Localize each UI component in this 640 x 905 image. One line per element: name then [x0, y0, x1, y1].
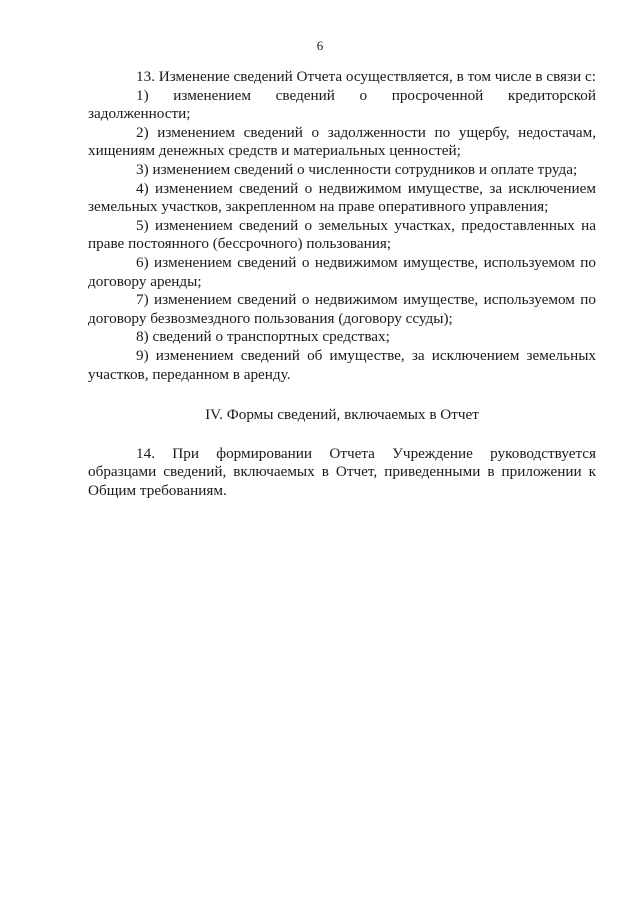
list-item-5: 5) изменением сведений о земельных участках, предоставленных на праве постоянного (бессрочного) пользования; [88, 216, 596, 253]
paragraph-13-intro: 13. Изменение сведений Отчета осуществляется, в том числе в связи с: [136, 68, 596, 85]
page-number: 6 [316, 38, 324, 53]
paragraph-14: 14. При формировании Отчета Учреждение руководствуется образцами сведений, включаемых в Отчет, приведенными в приложении к Общим требованиям. [88, 444, 596, 499]
list-item-1: 1) изменением сведений о просроченной кредиторской задолженности; [88, 86, 596, 123]
document-body [88, 68, 596, 500]
list-item-6: 6) изменением сведений о недвижимом имуществе, используемом по договору аренды; [88, 253, 596, 290]
list-item-4: 4) изменением сведений о недвижимом имуществе, за исключением земельных участков, закрепленном на праве оперативного управления; [88, 179, 596, 216]
list-item-9: 9) изменением сведений об имуществе, за исключением земельных участков, переданном в аренду. [88, 346, 596, 383]
list-item-8: 8) сведений о транспортных средствах; [136, 328, 390, 346]
list-item-3: 3) изменением сведений о численности сотрудников и оплате труда; [136, 160, 578, 178]
list-item-7: 7) изменением сведений о недвижимом имуществе, используемом по договору безвозмездного пользования (договору ссуды); [88, 291, 596, 327]
list-item-2: 2) изменением сведений о задолженности по ущербу, недостачам, хищениям денежных средств и материальных ценностей; [88, 123, 596, 160]
section-heading: IV. Формы сведений, включаемых в Отчет [205, 406, 479, 424]
